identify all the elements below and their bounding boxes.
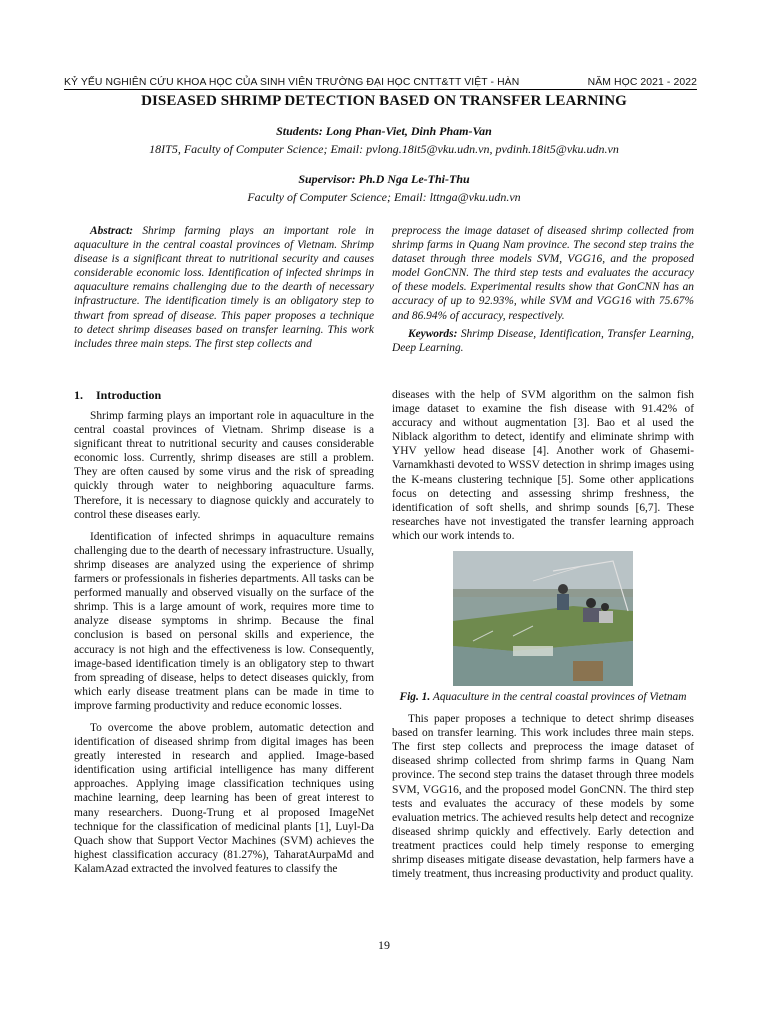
intro-paragraph-5: This paper proposes a technique to detect shrimp diseases based on transfer learning. This work includes three main steps. The first step collects and preprocess the image dataset of diseased shrimp collected from shrimp farms in Quang Nam province. The second step trains the dataset through three models SVM, VGG16, and the proposed model GonCNN. The third step tests and evaluates the accuracy of these models by some evaluation metrics. The achieved results help detect and recognize diseased shrimp quickly and effectively. Early detection and treatment practices could help timely response to emerging shrimp diseases mitigate disease devastation, help farmers have a timely treatment, thus increasing productivity and product quality. — [392, 713, 694, 881]
keywords-label: Keywords: — [408, 327, 458, 340]
running-header — [64, 72, 697, 88]
figure-label: Fig. 1. — [399, 691, 431, 704]
header-rule — [64, 89, 697, 90]
section-number: 1. — [74, 388, 83, 402]
students-line: Students: Long Phan-Viet, Dinh Pham-Van — [276, 124, 492, 138]
supervisor-affiliation: Faculty of Computer Science; Email: lttnga@vku.udn.vn — [247, 190, 521, 204]
intro-paragraph-4: diseases with the help of SVM algorithm on the salmon fish image dataset to examine the fish disease with 91.42% of accuracy and without augmentation [3]. Bao et al used the Niblack algorithm to detect, identify and eliminate shrimp with YHV yellow head disease [4]. Another work of Ghasemi-Varnamkhasti devoted to WSSV detection in shrimp images using the K-means clustering technique [5]. Some other applications focus on detecting and assessing shrimp freshness, the identification of soft shells, and shrimp sounds [6,7]. These researches have not investigated the transfer learning approach which our work intends to. — [392, 389, 694, 542]
section-title: Introduction — [96, 388, 162, 402]
intro-paragraph-3: To overcome the above problem, automatic detection and identification of diseased shrimp from digital images has been greatly interested in research and applied. Image-based identification using artificial intelligence has many different approaches. Applying image classification techniques using machine learning, deep learning has been of great interest to many researchers. Duong-Trung et al proposed ImageNet technique for the classification of medicinal plants [1], Luyl-Da Quach show that Support Vector Machines (SVM) achieves the highest classification accuracy (81.27%), TaharatAurpaMd and KalamAzad extracted the involved features to classify the — [74, 721, 374, 875]
body-right-column — [392, 388, 694, 889]
abstract-label: Abstract: — [90, 225, 134, 237]
intro-paragraph-2: Identification of infected shrimps in aquaculture remains challenging due to the dearth of necessary infrastructure. Usually, shrimp diseases are analyzed using the experience of shrimp farmers or professionals in fisheries departments. All tasks can be performed manually and observed visually on the surface of the shrimp. This is a large amount of work, requires more time to analyze disease symptoms in shrimp. Because the final conclusion is based on personal skills and experience, the accuracy is not high and the effectiveness is low. Consequently, image-based identification timely is an obligatory step to thwart from spreading of disease, helps to detect diseases quickly, from which early disease treatment plans can be made in time to improve farming productivity and reduce economic losses. — [74, 530, 374, 712]
body-left-column — [74, 388, 374, 884]
figure-caption-text: Aquaculture in the central coastal provinces of Vietnam — [432, 691, 687, 704]
abstract-paragraph — [74, 224, 374, 351]
supervisor-line: Supervisor: Ph.D Nga Le-Thi-Thu — [298, 172, 470, 186]
abstract-text-right: preprocess the image dataset of diseased shrimp collected from shrimp farms in Quang Nam province. The second step trains the dataset through three models SVM, VGG16, and the proposed model GonCNN. The third step tests and evaluates the accuracy of these models. Experimental results show that GonCNN has an accuracy of up to 92.93%, while SVM and VGG16 with 75.67% and 86.94% of accuracy, respectively. — [392, 225, 694, 322]
running-header-right: NĂM HỌC 2021 - 2022 — [587, 77, 697, 88]
keywords-paragraph — [392, 327, 694, 355]
page-number: 19 — [378, 938, 390, 952]
keywords-text: Shrimp Disease, Identification, Transfer Learning, Deep Learning. — [392, 327, 694, 354]
students-affiliation: 18IT5, Faculty of Computer Science; Email: pvlong.18it5@vku.udn.vn, pvdinh.18it5@vku.udn.vn — [149, 142, 619, 156]
figure-caption — [392, 690, 694, 704]
abstract-text-left: Shrimp farming plays an important role in aquaculture in the central coastal provinces of Vietnam. Shrimp disease is a significant threat to nutritional security and causes considerable economic loss. Identification of infected shrimps in aquaculture remains challenging due to the dearth of necessary infrastructure. The identification timely is an obligatory step to thwart from spread of disease. This paper proposes a technique to detect shrimp diseases based on transfer learning. This work includes three main steps. The first step collects and — [74, 225, 374, 350]
abstract-right-column — [392, 224, 694, 355]
aquaculture-photo-image — [453, 551, 633, 686]
abstract-left-column — [74, 224, 374, 351]
intro-paragraph-1: Shrimp farming plays an important role in aquaculture in the central coastal provinces of Vietnam. Shrimp disease is a significant threat to nutritional security and causes considerable economic loss. Currently, shrimp diseases are still a problem. They are often caused by some virus and the risk of spreading quickly through water to neighboring aquaculture farms. Therefore, it is necessary to diagnose quickly and accurately to control these diseases early. — [74, 410, 374, 521]
running-header-left: KỶ YẾU NGHIÊN CỨU KHOA HỌC CỦA SINH VIÊN TRƯỜNG ĐẠI HỌC CNTT&TT VIỆT - HÀN — [64, 77, 520, 88]
figure-aquaculture-photo — [453, 551, 633, 686]
paper-title: DISEASED SHRIMP DETECTION BASED ON TRANSFER LEARNING — [141, 93, 627, 109]
section-heading — [74, 388, 374, 403]
